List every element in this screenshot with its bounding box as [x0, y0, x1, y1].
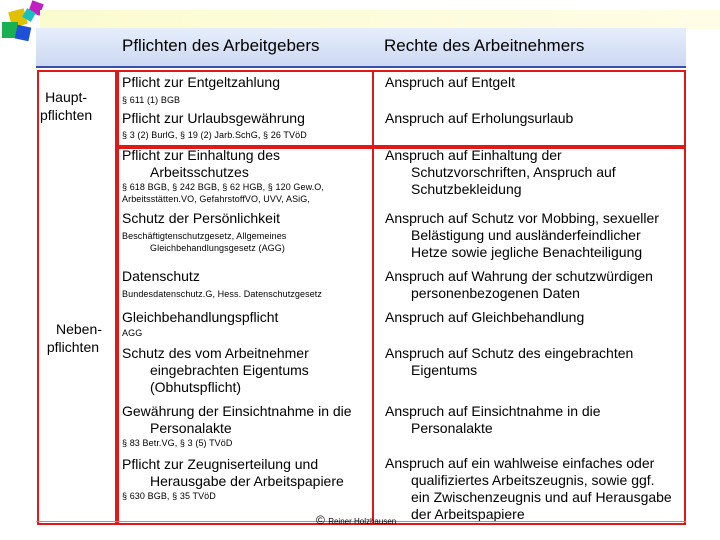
side-column-frame	[37, 70, 117, 525]
right-mobbing-schutz: Anspruch auf Schutz vor Mobbing, sexueller Belästigung und ausländerfeindlicher Hetze sowie jegliche Benachteiligung	[385, 210, 659, 260]
duty-obhutspflicht: Schutz des vom Arbeitnehmer eingebrachten Eigentums (Obhutspflicht)	[122, 345, 309, 395]
law-gleichbehandlung: AGG	[122, 328, 143, 338]
right-datenschutz: Anspruch auf Wahrung der schutzwürdigen personenbezogenen Daten	[385, 268, 653, 301]
duty-datenschutz: Datenschutz	[122, 268, 200, 284]
right-erholungsurlaub: Anspruch auf Erholungsurlaub	[385, 110, 574, 126]
right-schutzvorschriften: Anspruch auf Einhaltung der Schutzvorschriften, Anspruch auf Schutzbekleidung	[385, 147, 616, 197]
header-rights: Rechte des Arbeitnehmers	[384, 36, 585, 55]
duty-gleichbehandlung: Gleichbehandlungspflicht	[122, 309, 279, 325]
copyright-symbol: ©	[316, 513, 325, 527]
law-persoenlichkeit: Beschäftigtenschutzgesetz, Allgemeines Gleichbehandlungsgesetz (AGG)	[122, 231, 287, 253]
law-arbeitsschutz: § 618 BGB, § 242 BGB, § 62 HGB, § 120 Gew.O, Arbeitsstätten.VO, GefahrstoffVO, UVV, ASiG,	[122, 182, 325, 204]
side-label-secondary-duties: Neben- pflichten	[46, 321, 102, 355]
header-duties: Pflichten des Arbeitgebers	[122, 36, 320, 55]
right-zeugnis: Anspruch auf ein wahlweise einfaches oder qualifiziertes Arbeitszeugnis, sowie ggf. ein Zwischenzeugnis und auf Herausgabe der Arbeitspapiere	[385, 455, 672, 522]
duty-entgeltzahlung: Pflicht zur Entgeltzahlung	[122, 74, 280, 90]
law-personalakte: § 83 Betr.VG, § 3 (5) TVöD	[122, 438, 233, 448]
law-datenschutz: Bundesdatenschutz.G, Hess. Datenschutzgesetz	[122, 289, 323, 299]
law-zeugnis: § 630 BGB, § 35 TVöD	[122, 491, 216, 501]
duty-personalakte: Gewährung der Einsichtnahme in die Personalakte	[122, 403, 352, 436]
right-personalakte: Anspruch auf Einsichtnahme in die Personalakte	[385, 403, 601, 436]
duty-arbeitsschutz: Pflicht zur Einhaltung des Arbeitsschutzes	[122, 147, 280, 180]
right-entgelt: Anspruch auf Entgelt	[385, 74, 515, 90]
footer-credit	[316, 513, 396, 527]
duty-urlaubsgewaehrung: Pflicht zur Urlaubsgewährung	[122, 110, 305, 126]
right-gleichbehandlung: Anspruch auf Gleichbehandlung	[385, 309, 585, 325]
law-urlaubsgewaehrung: § 3 (2) BurlG, § 19 (2) Jarb.SchG, § 26 TVöD	[122, 130, 307, 140]
author-name: Reiner Holzhausen	[328, 517, 397, 526]
law-entgeltzahlung: § 611 (1) BGB	[122, 95, 181, 105]
duty-persoenlichkeit: Schutz der Persönlichkeit	[122, 210, 280, 226]
right-eigentum: Anspruch auf Schutz des eingebrachten Eigentums	[385, 345, 634, 378]
side-label-main-duties: Haupt- pflichten	[40, 89, 93, 123]
duty-zeugnis: Pflicht zur Zeugniserteilung und Herausgabe der Arbeitspapiere	[122, 456, 344, 489]
top-banner	[40, 10, 720, 30]
